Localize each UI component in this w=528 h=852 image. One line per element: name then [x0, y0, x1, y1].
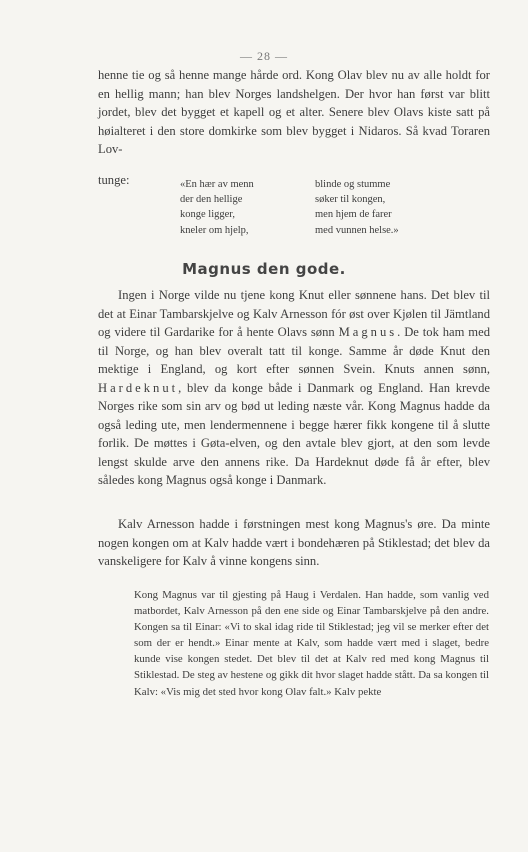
paragraph-1-part-b: . De tok ham med til Norge, og han blev overalt tatt til konge. Samme år døde Knut den mektige i England, og kort efter sønnen Svein. Knuts annen sønn,: [98, 325, 490, 376]
verse-line: konge ligger,: [180, 209, 235, 221]
paragraph-1: [98, 286, 490, 490]
page-number: — 28 —: [240, 49, 288, 63]
section-title: Magnus den gode.: [182, 260, 346, 278]
paragraph-2-text: Kalv Arnesson hadde i førstningen mest kong Magnus's øre. Da minte nogen kongen om at Kalv hadde vært i bondehæren på Stiklestad; det blev da vanskeligere for Kalv å vinne kongens sinn.: [98, 517, 490, 568]
verse-left-column: [180, 177, 254, 238]
verse-line: men hjem de farer: [315, 209, 392, 221]
intro-paragraph: henne tie og så henne mange hårde ord. Kong Olav blev nu av alle holdt for en hellig mann; han blev Norges landshelgen. Der hvor han først var blitt jordet, blev det bygget et kapell og et alter. Senere blev Olavs kiste satt på høialteret i den store domkirke som blev bygget i Nidaros. Så kvad Toraren Lov-: [98, 68, 490, 156]
small-paragraph: Kong Magnus var til gjesting på Haug i Verdalen. Han hadde, som vanlig ved matbordet, Kalv Arnesson på den ene side og Einar Tambarskjelve på den andre. Kongen sa til Einar: «Vi to skal idag ride til Stiklestad; jeg vil se merker efter det som der er hendt.» Einar mente at Kalv, som hadde vært med i slaget, bedre kunde vise kongen stedet. Det blev til det at Kalv red med kong Magnus til Stiklestad. De steg av hestene og gikk dit hvor slaget hadde stått. Da sa kongen til Kalv: «Vis mig det sted hvor kong Olav falt.» Kalv pekte: [134, 589, 489, 698]
verse-line: med vunnen helse.»: [315, 224, 399, 236]
verse-right-column: [315, 177, 399, 238]
verse-line: der den hellige: [180, 194, 243, 206]
name-hardeknut: Hardeknut: [98, 380, 179, 395]
paragraph-2: [98, 515, 490, 571]
intro-end: tunge:: [98, 173, 130, 187]
verse-line: blinde og stumme: [315, 179, 391, 190]
paragraph-1-part-c: , blev da konge både i Danmark og England. Han krevde Norges rike som sin arv og bød ut leding næste vår. Kong Magnus hadde da også leding ute, men lendermennene i begge hærer fikk kongene til å slutte forlik. De møttes i Gøta-elven, og den avtale blev gjort, at den som levde lengst skulde arve den annens rike. Da Hardeknut døde få år efter, blev således kong Magnus også konge i Danmark.: [98, 380, 490, 487]
verse-line: søker til kongen,: [315, 194, 386, 206]
name-magnus: Magnus: [338, 325, 398, 339]
verse-line: «En hær av menn: [180, 179, 254, 190]
paragraph-1-part-a: Ingen i Norge vilde nu tjene kong Knut eller sønnene hans. Det blev til det at Einar Tambarskjelve og Kalv Arnesson fór øst over Kjølen til Jämtland og videre til Gardarike for å hente Olavs sønn: [98, 288, 490, 339]
verse-line: kneler om hjelp,: [180, 224, 249, 236]
